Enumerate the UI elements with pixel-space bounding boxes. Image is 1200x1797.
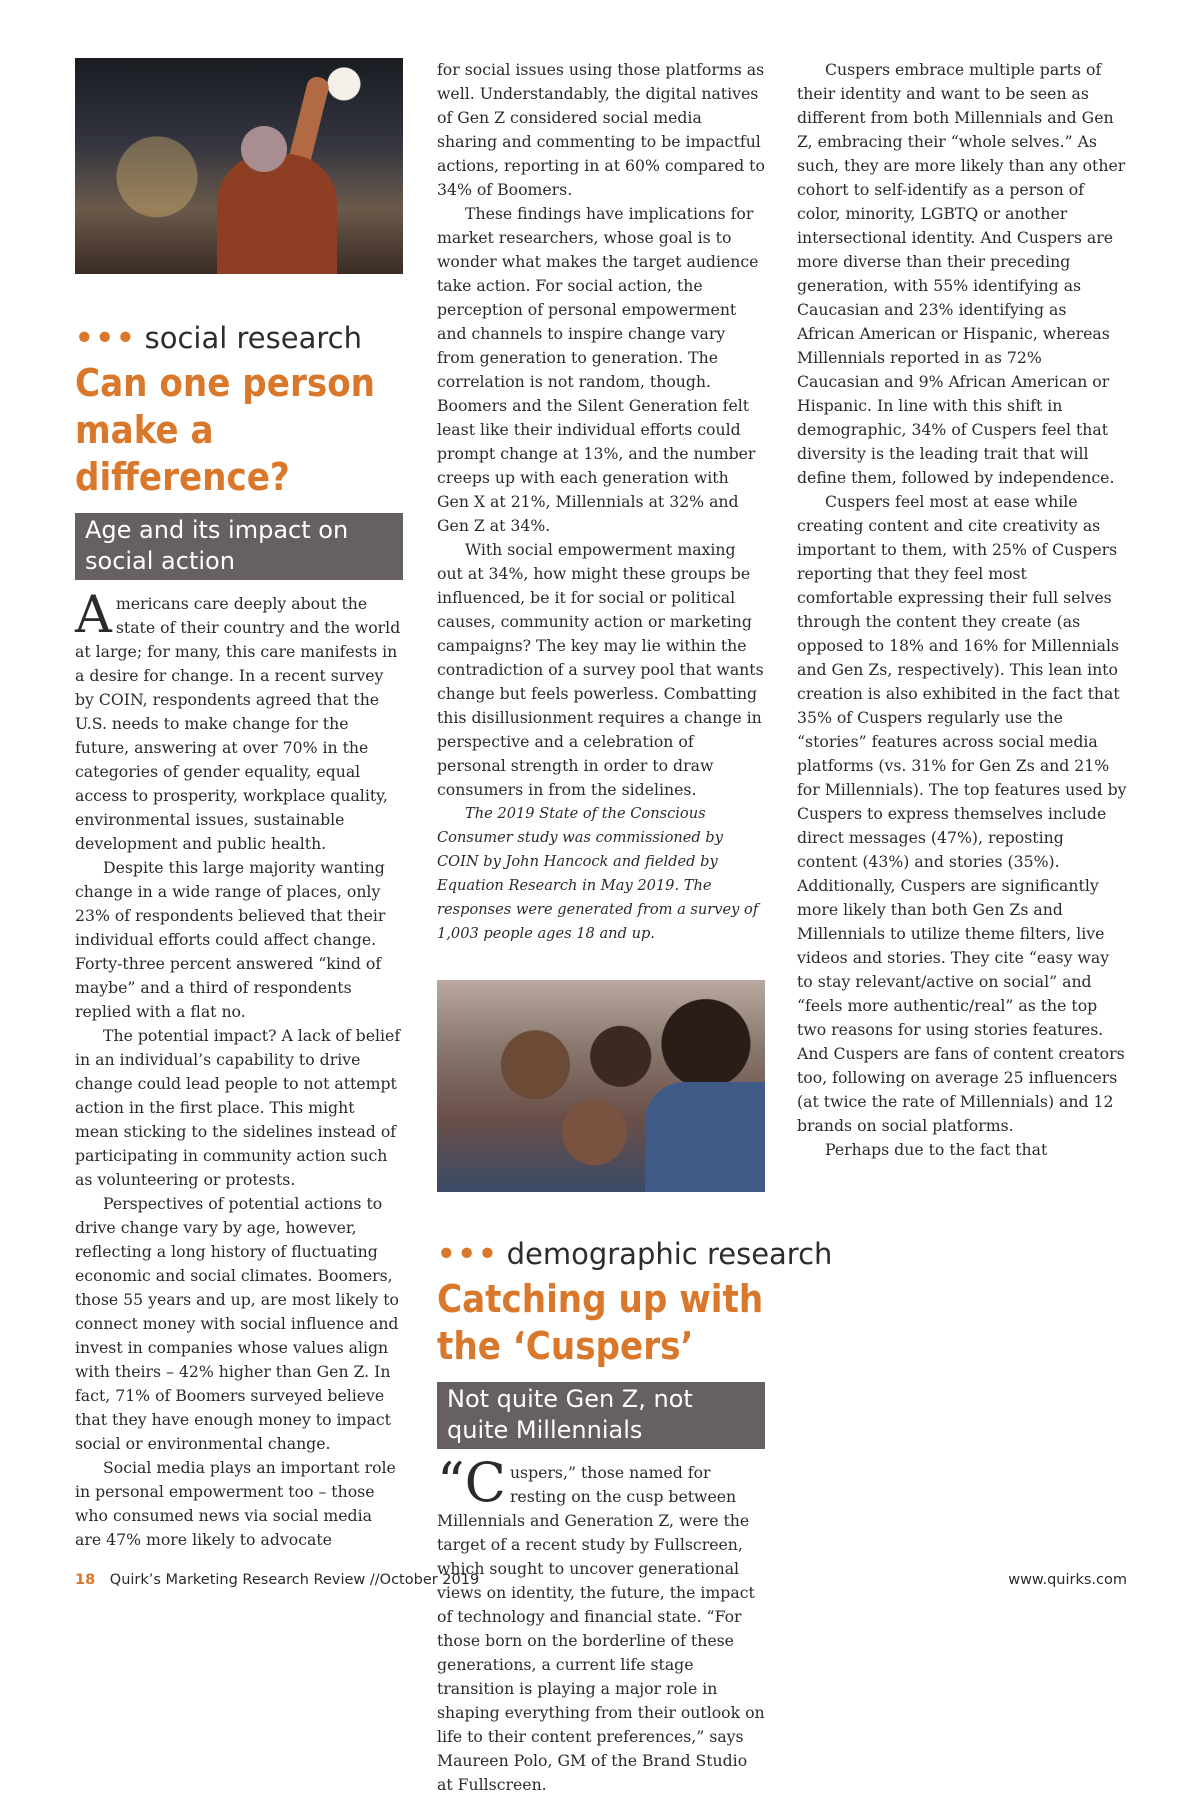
paragraph: Cuspers embrace multiple parts of their identity and want to be seen as different from both Millennials and Gen Z, embracing their “whole selves.” As such, they are more likely than any other cohort to self-identify as a person of color, minority, LGBTQ or another intersectional identity. And Cuspers are more diverse than their preceding generation, with 55% identifying as Caucasian and 23% identifying as African American or Hispanic, whereas Millennials reported in as 72% Caucasian and 9% African American or Hispanic. In line with this shift in demographic, 34% of Cuspers feel that diversity is the leading trait that will define them, followed by independence. [797,60,1126,487]
article2-body-col3 [797,58,1127,1162]
denim-jacket-shape [645,1082,765,1192]
paragraph: “C uspers,” those named for resting on the cusp between Millennials and Generation Z, were the target of a recent study by Fullscreen, which sought to uncover generational views on identity, the future, the impact of technology and financial state. “For those born on the borderline of these generations, a current life stage transition is playing a major role in shaping everything from their outlook on life to their content preferences,” says Maureen Polo, GM of the Brand Studio at Fullscreen. [437,1451,765,1794]
friends-selfie-photo [437,980,765,1192]
paragraph: Despite this large majority wanting change in a wide range of places, only 23% of respondents believed that their individual efforts could affect change. Forty-three percent answered “kind of maybe” and a third of respondents replied with a flat no. [75,858,386,1021]
paragraph: With social empowerment maxing out at 34%, how might these groups be influenced, be it for social or political causes, community action or marketing campaigns? The key may lie within the contradiction of a survey pool that wants change but feels powerless. Combatting this disillusionment requires a change in perspective and a celebration of personal strength in order to draw consumers in from the sidelines. [437,540,764,799]
article2-body-col2 [437,1451,765,1797]
article1-body-col2 [437,58,765,802]
article2-headline: Catching up with the ‘Cuspers’ [437,1277,764,1368]
article1-body-col1 [75,586,403,1552]
article2-subhead: Not quite Gen Z, not quite Millennials [437,1382,765,1449]
column-1 [75,58,403,1552]
paragraph: Social media plays an important role in personal empowerment too – those who consumed news via social media are 47% more likely to advocate [75,1458,396,1549]
page-number: 18 [75,1572,96,1588]
paragraph: Americans care deeply about the state of their country and the world at large; for many, this care manifests in a desire for change. In a recent survey by COIN, respondents agreed that the U.S. needs to make change for the future, answering at over 70% in the categories of gender equality, equal access to prosperity, workplace quality, environmental issues, sustainable development and public health. [75,586,401,853]
paragraph: Cuspers feel most at ease while creating content and cite creativity as important to them, with 25% of Cuspers reporting that they feel most comfortable expressing their full selves through the content they create (as opposed to 18% and 16% for Millennials and Gen Zs, respectively). This lean into creation is also exhibited in the fact that 35% of Cuspers regularly use the “stories” features across social media platforms (vs. 31% for Gen Zs and 21% for Millennials). The top features used by Cuspers to express themselves include direct messages (47%), reposting content (43%) and stories (35%). Additionally, Cuspers are significantly more likely than both Gen Zs and Millennials to utilize theme filters, live videos and stories. They cite “easy way to stay relevant/active on social” and “feels more authentic/real” as the top two reasons for using stories features. And Cuspers are fans of content creators too, following on average 25 influencers (at twice the rate of Millennials) and 12 brands on social platforms. [797,492,1127,1135]
article1-kicker: ••• social research [75,321,362,355]
knit-hat-shape [241,126,287,172]
kicker-dots-icon: ••• [75,321,137,355]
protest-photo [75,58,403,274]
study-note: The 2019 State of the Conscious Consumer study was commissioned by COIN by John Hancock and fielded by Equation Research in May 2019. The responses were generated from a survey of 1,003 people ages 18 and up. [437,805,759,942]
publication-name: Quirk’s Marketing Research Review //October 2019 [109,1572,480,1588]
column-2 [437,58,833,1797]
article1-study-note [437,802,765,946]
protester-shape [217,154,337,274]
paragraph: These findings have implications for market researchers, whose goal is to wonder what makes the target audience take action. For social action, the perception of personal empowerment and channels to inspire change vary from generation to generation. The correlation is not random, though. Boomers and the Silent Generation felt least like their individual efforts could prompt change at 13%, and the number creeps up with each generation with Gen X at 21%, Millennials at 32% and Gen Z at 34%. [437,204,759,535]
paragraph: for social issues using those platforms as well. Understandably, the digital natives of Gen Z considered social media sharing and commenting to be impactful actions, reporting in at 60% compared to 34% of Boomers. [437,60,765,199]
article2-kicker: ••• demographic research [437,1237,833,1271]
website-link[interactable]: www.quirks.com [1008,1572,1127,1588]
quote-drop-cap: “C [437,1451,506,1514]
column-3 [797,58,1127,1162]
paragraph: Perhaps due to the fact that [825,1140,1048,1159]
paragraph: Perspectives of potential actions to drive change vary by age, however, reflecting a long history of fluctuating economic and social climates. Boomers, those 55 years and up, are most likely to connect money with social influence and invest in companies whose values align with theirs – 42% higher than Gen Z. In fact, 71% of Boomers surveyed believe that they have enough money to impact social or environmental change. [75,1194,399,1453]
paragraph: The potential impact? A lack of belief in an individual’s capability to drive change could lead people to not attempt action in the first place. This might mean sticking to the sidelines instead of participating in community action such as volunteering or protests. [75,1026,401,1189]
drop-cap: A [75,586,112,645]
page-footer [75,1572,1127,1594]
article1-headline: Can one person make a difference? [75,361,376,499]
kicker-dots-icon: ••• [437,1237,499,1271]
article1-subhead: Age and its impact on social action [75,513,403,580]
